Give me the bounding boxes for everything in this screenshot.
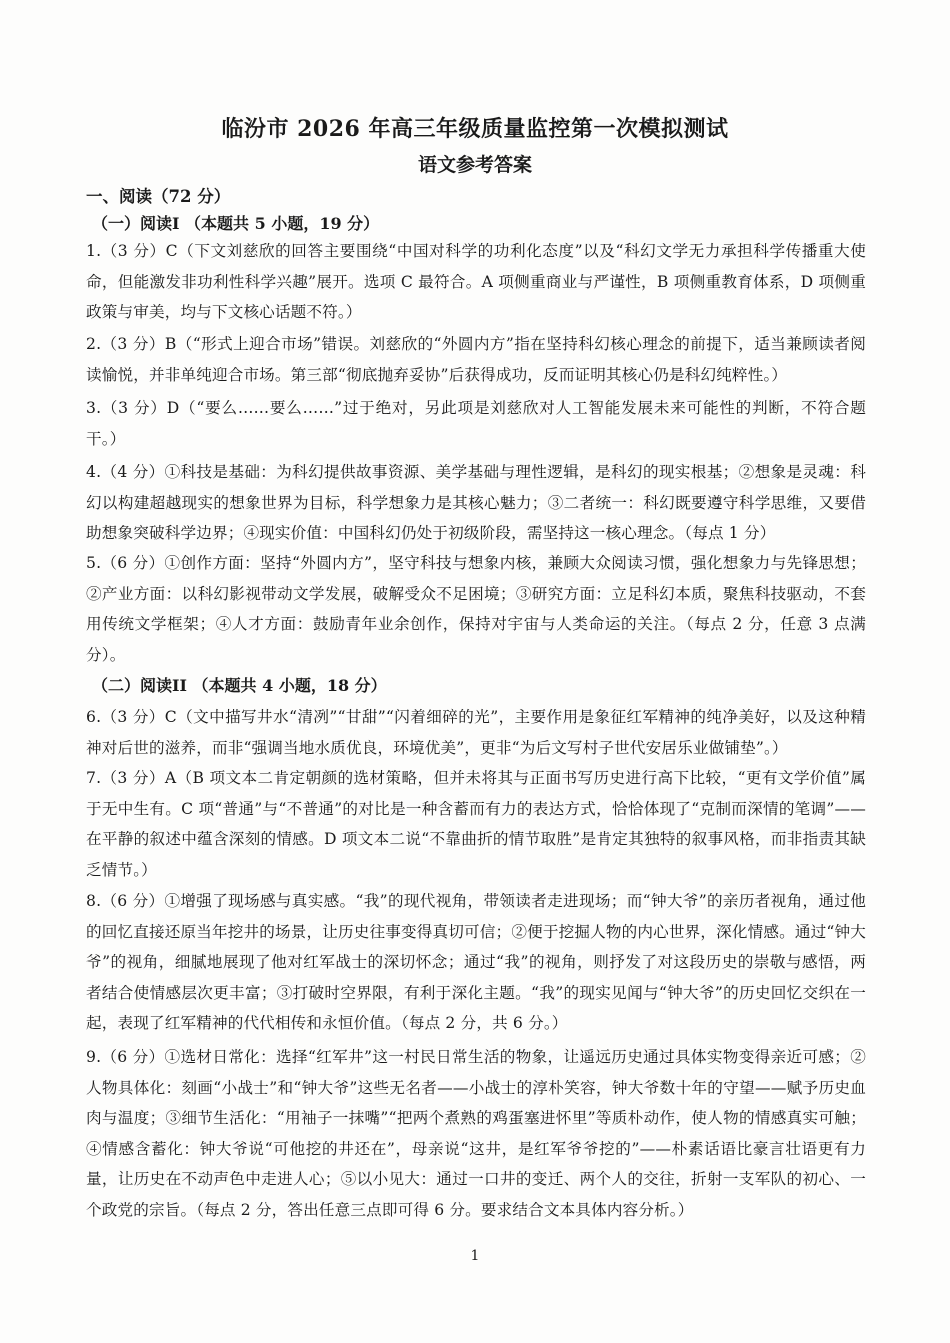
answer-item-1: 1.（3 分）C（下文刘慈欣的回答主要围绕“中国对科学的功利化态度”以及“科幻文学无力承担科学传播重大使命，但能激发非功利性科学兴趣”展开。选项 C 最符合。A 项侧重商业与严谨性，B 项侧重教育体系，D 项侧重政策与审美，均与下文核心话题不符。）	[86, 242, 866, 322]
answer-item-6: 6.（3 分）C（文中描写井水“清冽”“甘甜”“闪着细碎的光”，主要作用是象征红军精神的纯净美好，以及这种精神对后世的滋养，而非“强调当地水质优良，环境优美”，更非“为后文写村子世代安居乐业做铺垫”。）	[86, 708, 866, 757]
page-number: 1	[470, 1248, 480, 1264]
answer-item-5: 5.（6 分）①创作方面：坚持“外圆内方”，坚守科技与想象内核，兼顾大众阅读习惯，强化想象力与先锋思想；②产业方面：以科幻影视带动文学发展，破解受众不足困境；③研究方面：立足科幻本质，聚焦科技驱动，不套用传统文学框架；④人才方面：鼓励青年业余创作，保持对宇宙与人类命运的关注。（每点 2 分，任意 3 点满分）。	[86, 554, 866, 664]
section-heading-reading: 一、阅读（72 分）	[86, 187, 231, 206]
answer-item-7: 7.（3 分）A（B 项文本二肯定朝颜的选材策略，但并未将其与正面书写历史进行高下比较，“更有文学价值”属于无中生有。C 项“普通”与“不普通”的对比是一种含蓄而有力的表达方式，恰恰体现了“克制而深情的笔调”——在平静的叙述中蕴含深刻的情感。D 项文本二说“不靠曲折的情节取胜”是肯定其独特的叙事风格，而非指责其缺乏情节。）	[86, 769, 866, 879]
answer-item-9: 9.（6 分）①选材日常化：选择“红军井”这一村民日常生活的物象，让遥远历史通过具体实物变得亲近可感；②人物具体化：刻画“小战士”和“钟大爷”这些无名者——小战士的淳朴笑容，钟大爷数十年的守望——赋予历史血肉与温度；③细节生活化：“用袖子一抹嘴”“把两个煮熟的鸡蛋塞进怀里”等质朴动作，使人物的情感真实可触；④情感含蓄化：钟大爷说“可他挖的井还在”，母亲说“这井，是红军爷爷挖的”——朴素话语比豪言壮语更有力量，让历史在不动声色中走进人心；⑤以小见大：通过一口井的变迁、两个人的交往，折射一支军队的初心、一个政党的宗旨。（每点 2 分，答出任意三点即可得 6 分。要求结合文本具体内容分析。）	[86, 1048, 866, 1219]
answer-item-2: 2.（3 分）B（“形式上迎合市场”错误。刘慈欣的“外圆内方”指在坚持科幻核心理念的前提下，适当兼顾读者阅读愉悦，并非单纯迎合市场。第三部“彻底抛弃妥协”后获得成功，反而证明其核心仍是科幻纯粹性。）	[86, 335, 866, 384]
page-title: 临汾市 2026 年高三年级质量监控第一次模拟测试	[221, 116, 729, 142]
answer-item-8: 8.（6 分）①增强了现场感与真实感。“我”的现代视角，带领读者走进现场；而“钟大爷”的亲历者视角，通过他的回忆直接还原当年挖井的场景，让历史往事变得真切可信；②便于挖掘人物的内心世界，深化情感。通过“钟大爷”的视角，细腻地展现了他对红军战士的深切怀念；通过“我”的视角，则抒发了对这段历史的崇敬与感悟，两者结合使情感层次更丰富；③打破时空界限，有利于深化主题。“我”的现实见闻与“钟大爷”的历史回忆交织在一起，表现了红军精神的代代相传和永恒价值。（每点 2 分，共 6 分。）	[86, 892, 866, 1033]
answer-item-3: 3.（3 分）D（“要么……要么……”过于绝对，另此项是刘慈欣对人工智能发展未来可能性的判断，不符合题干。）	[86, 399, 866, 448]
subsection-heading-reading-2: （二）阅读II （本题共 4 小题，18 分）	[92, 676, 387, 695]
subsection-heading-reading-1: （一）阅读I （本题共 5 小题，19 分）	[92, 214, 380, 233]
answer-item-4: 4.（4 分）①科技是基础：为科幻提供故事资源、美学基础与理性逻辑，是科幻的现实根基；②想象是灵魂：科幻以构建超越现实的想象世界为目标，科学想象力是其核心魅力；③二者统一：科幻既要遵守科学思维，又要借助想象突破科学边界；④现实价值：中国科幻仍处于初级阶段，需坚持这一核心理念。（每点 1 分）	[86, 463, 866, 543]
page-subtitle: 语文参考答案	[417, 154, 532, 176]
